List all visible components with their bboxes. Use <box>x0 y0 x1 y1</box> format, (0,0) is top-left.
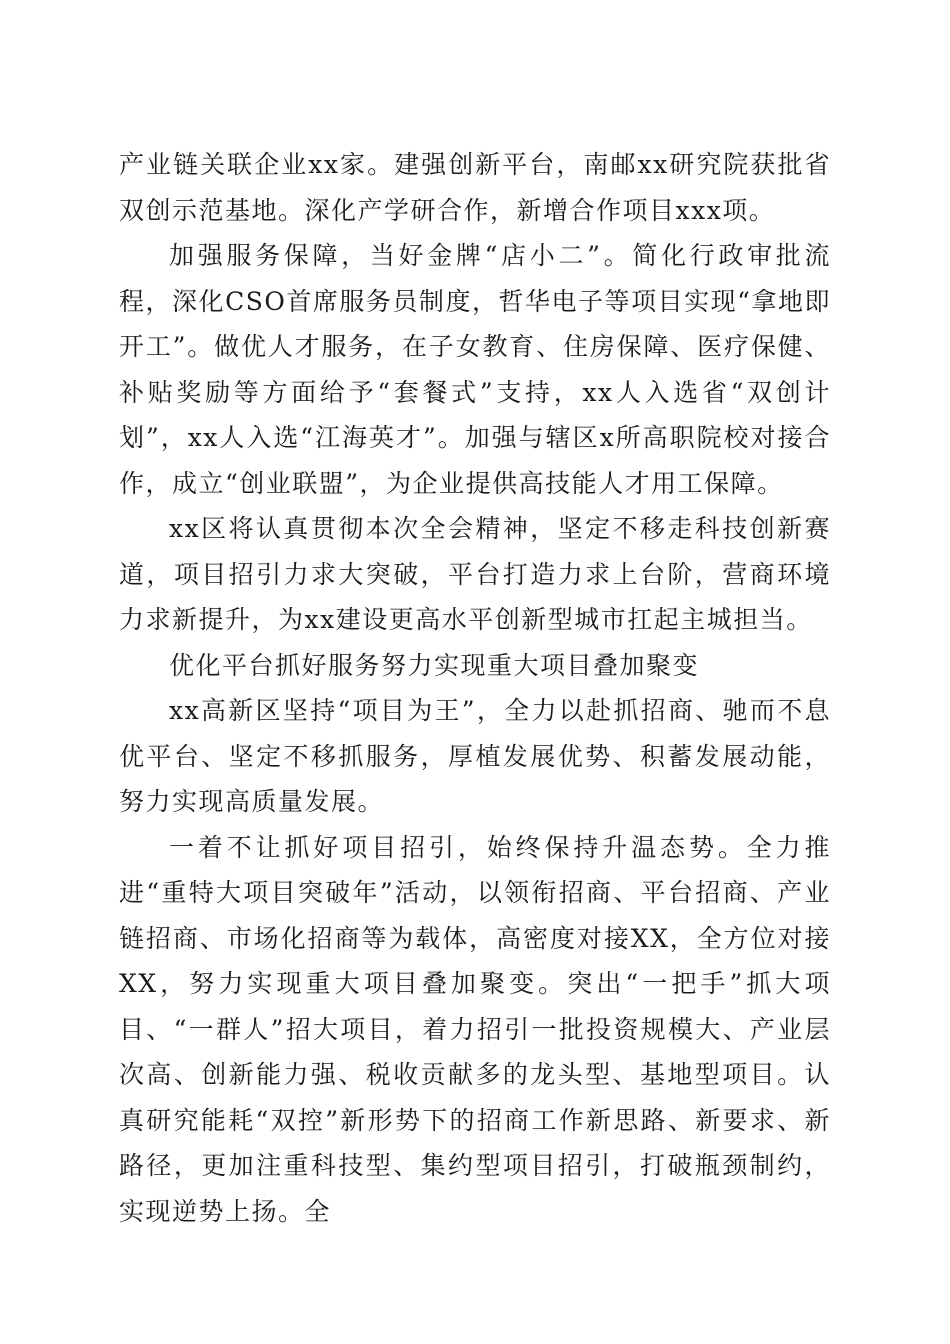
paragraph: 加强服务保障，当好金牌“店小二”。简化行政审批流程，深化CSO首席服务员制度，哲华电子等项目实现“拿地即开工”。做优人才服务，在子女教育、住房保障、医疗保健、补贴奖励等方面给予“套餐式”支持，xx人入选省“双创计划”，xx人入选“江海英才”。加强与辖区x所高职院校对接合作，成立“创业联盟”，为企业提供高技能人才用工保障。 <box>119 241 831 498</box>
document-body <box>119 142 831 1234</box>
paragraph: 产业链关联企业xx家。建强创新平台，南邮xx研究院获批省双创示范基地。深化产学研合作，新增合作项目xxx项。 <box>119 150 831 225</box>
paragraph: xx高新区坚持“项目为王”，全力以赴抓招商、驰而不息优平台、坚定不移抓服务，厚植发展优势、积蓄发展动能，努力实现高质量发展。 <box>119 696 831 816</box>
section-heading: 优化平台抓好服务努力实现重大项目叠加聚变 <box>169 650 700 680</box>
paragraph: 一着不让抓好项目招引，始终保持升温态势。全力推进“重特大项目突破年”活动，以领衔招商、平台招商、产业链招商、市场化招商等为载体，高密度对接XX，全方位对接XX，努力实现重大项目叠加聚变。突出“一把手”抓大项目、“一群人”招大项目，着力招引一批投资规模大、产业层次高、创新能力强、税收贡献多的龙头型、基地型项目。认真研究能耗“双控”新形势下的招商工作新思路、新要求、新路径，更加注重科技型、集约型项目招引，打破瓶颈制约，实现逆势上扬。全 <box>119 832 831 1226</box>
paragraph: xx区将认真贯彻本次全会精神，坚定不移走科技创新赛道，项目招引力求大突破，平台打造力求上台阶，营商环境力求新提升，为xx建设更高水平创新型城市扛起主城担当。 <box>119 514 831 634</box>
